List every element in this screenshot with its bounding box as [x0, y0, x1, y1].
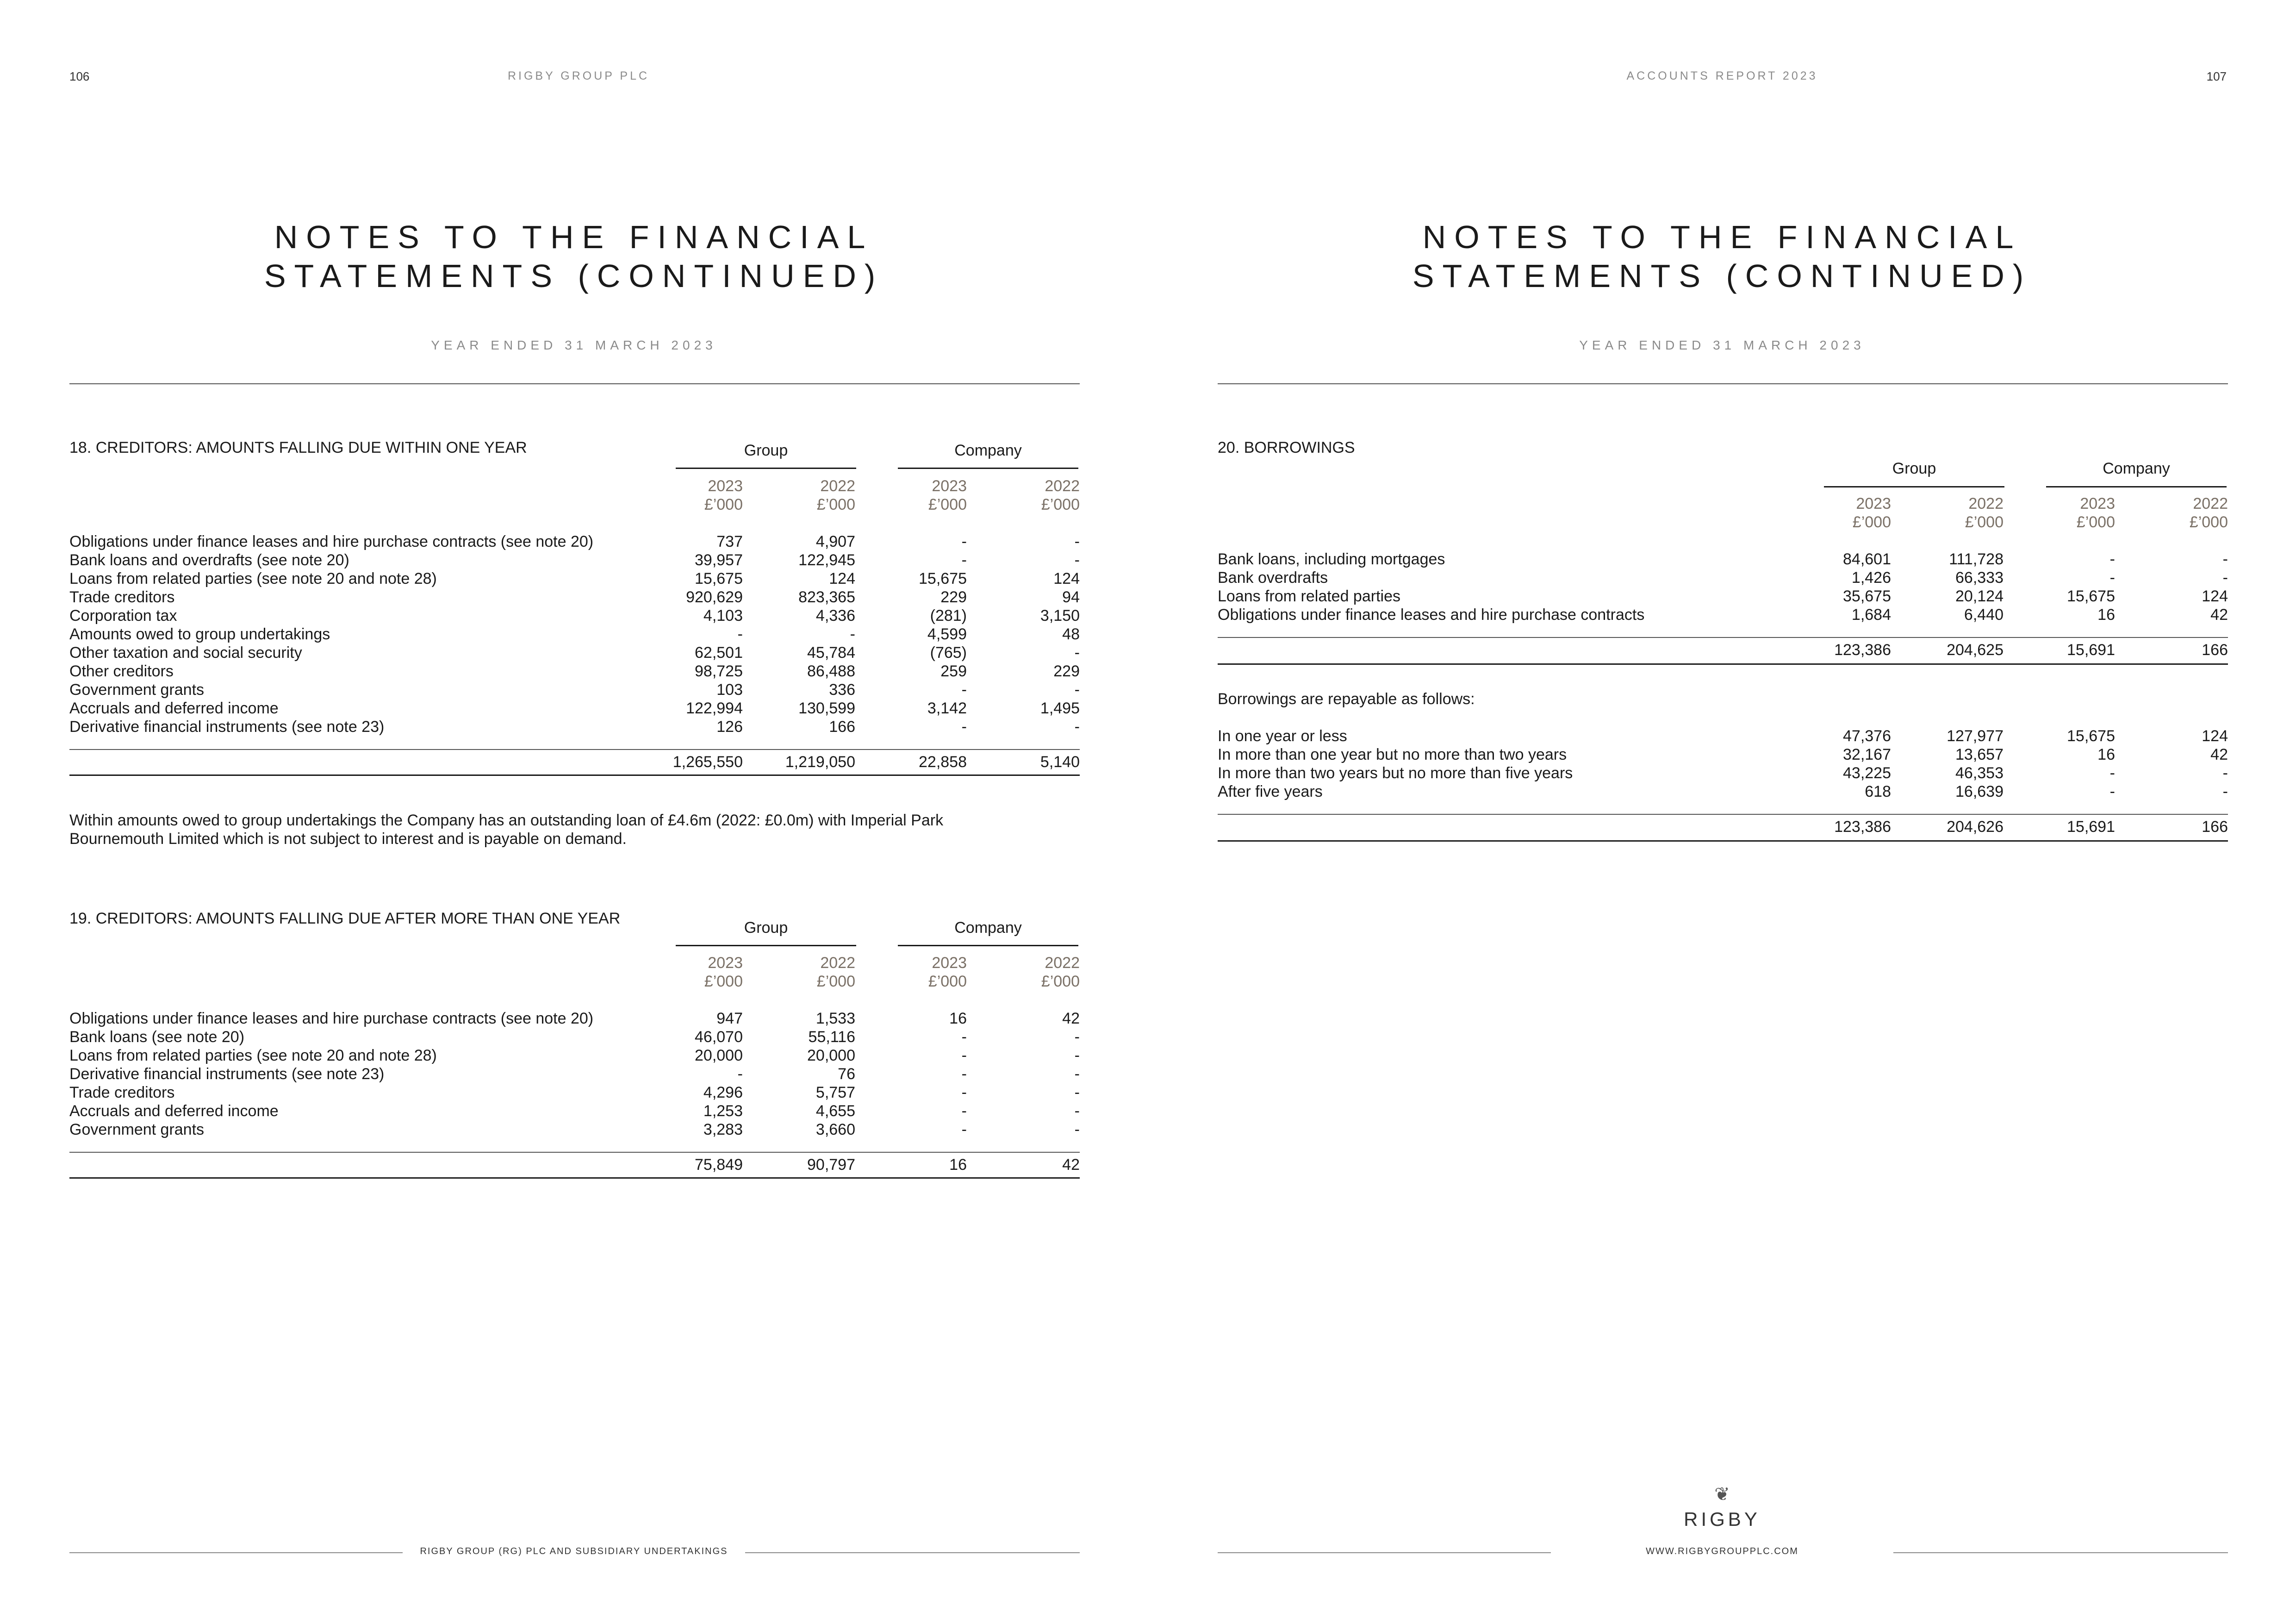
row-value: 920,629	[686, 588, 743, 606]
row-value: -	[961, 1028, 967, 1046]
row-value: 126	[716, 718, 743, 736]
row-label: Accruals and deferred income	[69, 700, 279, 717]
total-value: 123,386	[1834, 818, 1891, 836]
row-value: (765)	[930, 644, 967, 662]
table-row	[69, 1102, 1080, 1120]
rigby-crest-icon: ❦	[1714, 1484, 1730, 1505]
row-value: -	[1074, 551, 1080, 569]
row-value: 98,725	[695, 662, 743, 680]
table-row	[69, 1009, 1080, 1028]
row-value: -	[961, 1121, 967, 1138]
total-rule-top	[69, 1152, 1080, 1153]
row-label: In one year or less	[1218, 727, 1347, 745]
column-header	[1771, 494, 1891, 531]
row-value: 43,225	[1843, 764, 1891, 782]
column-header	[622, 954, 743, 991]
footer-rule-left	[1218, 1552, 1551, 1553]
total-value: 204,625	[1947, 641, 2004, 659]
row-value: 4,336	[815, 607, 855, 625]
table-row	[69, 662, 1080, 681]
table-row	[69, 1046, 1080, 1065]
row-label: Obligations under finance leases and hire purchase contracts	[1218, 606, 1645, 624]
total-rule-top	[69, 749, 1080, 750]
column-unit: £’000	[2076, 513, 2115, 531]
column-unit: £’000	[928, 973, 967, 990]
logo-wordmark: RIGBY	[1684, 1508, 1761, 1530]
row-value: 4,296	[703, 1084, 743, 1101]
row-label: Accruals and deferred income	[69, 1102, 279, 1120]
total-row	[1218, 818, 2228, 836]
table-row	[69, 1065, 1080, 1083]
column-header	[2108, 494, 2228, 531]
table-row	[1218, 587, 2228, 606]
row-label: Loans from related parties (see note 20 and note 28)	[69, 570, 437, 587]
column-year: 2023	[708, 477, 743, 495]
note20-group-rule	[1824, 486, 2004, 487]
column-unit: £’000	[1965, 513, 2004, 531]
row-label: After five years	[1218, 783, 1323, 800]
row-value: 35,675	[1843, 587, 1891, 605]
total-value: 42	[1062, 1156, 1080, 1174]
table-row	[69, 681, 1080, 699]
row-value: -	[1074, 1065, 1080, 1083]
column-header	[1883, 494, 2004, 531]
total-rule-bottom	[69, 1177, 1080, 1179]
row-value: 55,116	[808, 1028, 855, 1046]
row-value: 20,124	[1955, 587, 2004, 605]
row-value: 823,365	[798, 588, 855, 606]
total-row	[1218, 641, 2228, 659]
row-value: 16	[2097, 746, 2115, 763]
row-value: 42	[1062, 1010, 1080, 1027]
note19-title: 19. CREDITORS: AMOUNTS FALLING DUE AFTER MORE THAN ONE YEAR	[69, 910, 621, 927]
column-year: 2022	[2193, 495, 2228, 512]
note20-company-rule	[2046, 486, 2227, 487]
row-value: 618	[1865, 783, 1891, 800]
table-row	[69, 1083, 1080, 1102]
row-value: 46,070	[695, 1028, 743, 1046]
row-value: 5,757	[815, 1084, 855, 1101]
row-value: 124	[2202, 587, 2228, 605]
table-row	[69, 588, 1080, 606]
row-value: -	[961, 1084, 967, 1101]
total-value: 1,265,550	[672, 753, 743, 771]
running-header: RIGBY GROUP PLC	[507, 69, 650, 82]
title-line-1: NOTES TO THE FINANCIAL	[274, 219, 874, 255]
column-year: 2022	[1045, 954, 1080, 972]
page-number: 107	[2206, 69, 2227, 83]
row-value: -	[2222, 569, 2228, 587]
row-value: 42	[2210, 606, 2228, 624]
row-value: 103	[716, 681, 743, 699]
row-value: -	[961, 1047, 967, 1064]
total-value: 5,140	[1040, 753, 1080, 771]
column-header	[1995, 494, 2115, 531]
table-row	[1218, 745, 2228, 764]
total-value: 204,626	[1947, 818, 2004, 836]
total-value: 16	[949, 1156, 967, 1174]
row-value: 3,283	[703, 1121, 743, 1138]
row-value: -	[2109, 550, 2115, 568]
row-value: 259	[940, 662, 967, 680]
row-label: Government grants	[69, 1121, 205, 1138]
row-label: Derivative financial instruments (see note 23)	[69, 1065, 385, 1083]
row-value: 45,784	[807, 644, 855, 662]
row-value: 336	[829, 681, 855, 699]
page-subtitle: YEAR ENDED 31 MARCH 2023	[431, 338, 717, 352]
table-row	[1218, 550, 2228, 568]
row-value: 4,599	[927, 625, 967, 643]
note18-explanation	[69, 811, 1088, 848]
row-value: -	[1074, 1121, 1080, 1138]
row-value: 124	[829, 570, 855, 587]
row-value: 42	[2210, 746, 2228, 763]
row-value: 127,977	[1947, 727, 2004, 745]
row-label: Amounts owed to group undertakings	[69, 625, 330, 643]
column-header	[735, 954, 855, 991]
row-label: Trade creditors	[69, 588, 175, 606]
row-value: 16	[949, 1010, 967, 1027]
row-value: -	[961, 533, 967, 550]
row-value: 47,376	[1843, 727, 1891, 745]
row-value: (281)	[930, 607, 967, 625]
column-unit: £’000	[2189, 513, 2228, 531]
row-label: Bank overdrafts	[1218, 569, 1328, 587]
row-value: -	[961, 681, 967, 699]
footer-text: WWW.RIGBYGROUPPLC.COM	[1646, 1546, 1798, 1556]
table-row	[69, 1028, 1080, 1046]
row-value: 4,907	[815, 533, 855, 550]
table-row	[69, 699, 1080, 718]
row-value: 48	[1062, 625, 1080, 643]
note18-company-label: Company	[954, 442, 1022, 459]
table-row	[1218, 727, 2228, 745]
row-value: 4,655	[815, 1102, 855, 1120]
total-value: 90,797	[807, 1156, 855, 1174]
title-line-1: NOTES TO THE FINANCIAL	[1422, 219, 2022, 255]
note18-group-rule	[676, 468, 856, 469]
row-value: 229	[940, 588, 967, 606]
column-year: 2022	[820, 954, 855, 972]
total-rule-top	[1218, 814, 2228, 815]
row-value: 1,495	[1040, 700, 1080, 717]
total-value: 15,691	[2067, 641, 2115, 659]
row-label: Other creditors	[69, 662, 174, 680]
row-value: 39,957	[695, 551, 743, 569]
table-row	[1218, 782, 2228, 801]
note19-group-rule	[676, 945, 856, 946]
row-value: 166	[829, 718, 855, 736]
column-header	[959, 477, 1080, 514]
row-value: -	[1074, 1028, 1080, 1046]
row-value: 13,657	[1955, 746, 2004, 763]
row-label: Bank loans, including mortgages	[1218, 550, 1445, 568]
row-value: 3,142	[927, 700, 967, 717]
row-value: 122,994	[686, 700, 743, 717]
total-value: 15,691	[2067, 818, 2115, 836]
row-value: 1,533	[815, 1010, 855, 1027]
column-unit: £’000	[704, 973, 743, 990]
row-value: -	[961, 551, 967, 569]
row-value: 1,253	[703, 1102, 743, 1120]
row-value: 16,639	[1955, 783, 2004, 800]
row-value: 124	[2202, 727, 2228, 745]
row-value: -	[1074, 681, 1080, 699]
total-value: 75,849	[695, 1156, 743, 1174]
row-value: 32,167	[1843, 746, 1891, 763]
total-row	[69, 753, 1080, 771]
row-value: 3,660	[815, 1121, 855, 1138]
column-year: 2023	[1856, 495, 1891, 512]
row-value: 16	[2097, 606, 2115, 624]
page-number: 106	[69, 69, 90, 83]
row-value: -	[2222, 783, 2228, 800]
column-year: 2023	[932, 477, 967, 495]
row-value: -	[961, 1102, 967, 1120]
note18-group-label: Group	[744, 442, 788, 459]
row-value: 94	[1062, 588, 1080, 606]
column-unit: £’000	[704, 496, 743, 513]
note19-group-label: Group	[744, 919, 788, 937]
table-row	[69, 643, 1080, 662]
row-label: In more than two years but no more than five years	[1218, 764, 1573, 782]
column-year: 2022	[1968, 495, 2004, 512]
row-value: -	[1074, 1047, 1080, 1064]
column-year: 2023	[2080, 495, 2115, 512]
row-label: Bank loans (see note 20)	[69, 1028, 245, 1046]
right-page	[1148, 0, 2296, 1624]
table-row	[69, 569, 1080, 588]
total-value: 1,219,050	[785, 753, 855, 771]
row-label: Trade creditors	[69, 1084, 175, 1101]
row-value: 122,945	[798, 551, 855, 569]
row-value: -	[1074, 644, 1080, 662]
total-rule-bottom	[1218, 663, 2228, 665]
total-value: 166	[2202, 818, 2228, 836]
column-year: 2022	[820, 477, 855, 495]
row-label: In more than one year but no more than two years	[1218, 746, 1567, 763]
row-value: 130,599	[798, 700, 855, 717]
row-value: 62,501	[695, 644, 743, 662]
row-label: Obligations under finance leases and hire purchase contracts (see note 20)	[69, 533, 594, 550]
row-value: 86,488	[807, 662, 855, 680]
row-value: -	[1074, 718, 1080, 736]
note20-repay-heading: Borrowings are repayable as follows:	[1218, 690, 1475, 708]
row-value: -	[961, 718, 967, 736]
column-year: 2023	[932, 954, 967, 972]
row-value: 1,684	[1851, 606, 1891, 624]
note19-company-label: Company	[954, 919, 1022, 937]
column-year: 2023	[708, 954, 743, 972]
table-row	[1218, 568, 2228, 587]
row-label: Other taxation and social security	[69, 644, 302, 662]
row-label: Loans from related parties (see note 20 and note 28)	[69, 1047, 437, 1064]
column-unit: £’000	[928, 496, 967, 513]
row-value: 20,000	[807, 1047, 855, 1064]
header-rule	[1218, 383, 2228, 384]
column-header	[846, 477, 967, 514]
row-label: Government grants	[69, 681, 205, 699]
title-line-2: STATEMENTS (CONTINUED)	[1412, 258, 2032, 294]
footer-rule-right	[745, 1552, 1080, 1553]
table-row	[1218, 606, 2228, 624]
row-value: 229	[1053, 662, 1080, 680]
total-rule-bottom	[1218, 840, 2228, 842]
column-unit: £’000	[816, 496, 855, 513]
total-value: 22,858	[919, 753, 967, 771]
table-row	[69, 532, 1080, 551]
row-value: -	[2109, 783, 2115, 800]
row-label: Corporation tax	[69, 607, 177, 625]
total-row	[69, 1156, 1080, 1174]
column-header	[959, 954, 1080, 991]
row-label: Loans from related parties	[1218, 587, 1400, 605]
row-value: 66,333	[1955, 569, 2004, 587]
row-value: -	[2109, 569, 2115, 587]
column-unit: £’000	[1041, 973, 1080, 990]
note18-company-rule	[898, 468, 1078, 469]
row-value: -	[2222, 764, 2228, 782]
footer-rule-right	[1893, 1552, 2228, 1553]
row-value: 46,353	[1955, 764, 2004, 782]
column-header	[622, 477, 743, 514]
row-value: -	[850, 625, 855, 643]
total-rule-top	[1218, 637, 2228, 638]
note20-group-label: Group	[1892, 460, 1936, 477]
row-value: 20,000	[695, 1047, 743, 1064]
note18-explanation-line-2: Bournemouth Limited which is not subject to interest and is payable on demand.	[69, 830, 627, 848]
header-rule	[69, 383, 1080, 384]
column-unit: £’000	[1041, 496, 1080, 513]
row-value: 124	[1053, 570, 1080, 587]
row-label: Bank loans and overdrafts (see note 20)	[69, 551, 349, 569]
row-value: -	[1074, 1084, 1080, 1101]
row-value: -	[2222, 550, 2228, 568]
column-year: 2022	[1045, 477, 1080, 495]
table-row	[69, 551, 1080, 569]
note19-company-rule	[898, 945, 1078, 946]
page-title	[69, 218, 1078, 295]
row-label: Derivative financial instruments (see note 23)	[69, 718, 385, 736]
row-value: -	[737, 1065, 743, 1083]
column-header	[846, 954, 967, 991]
page-subtitle: YEAR ENDED 31 MARCH 2023	[1579, 338, 1865, 352]
row-value: -	[961, 1065, 967, 1083]
row-value: -	[2109, 764, 2115, 782]
row-value: 15,675	[695, 570, 743, 587]
table-row	[1218, 764, 2228, 782]
total-value: 123,386	[1834, 641, 1891, 659]
row-value: 111,728	[1949, 550, 2004, 568]
table-row	[69, 718, 1080, 736]
row-value: -	[1074, 533, 1080, 550]
row-value: 84,601	[1843, 550, 1891, 568]
page-title	[1218, 218, 2227, 295]
table-row	[69, 625, 1080, 643]
running-header: ACCOUNTS REPORT 2023	[1626, 69, 1818, 82]
row-value: 1,426	[1851, 569, 1891, 587]
column-unit: £’000	[816, 973, 855, 990]
title-line-2: STATEMENTS (CONTINUED)	[264, 258, 884, 294]
row-value: 15,675	[2067, 587, 2115, 605]
note18-title: 18. CREDITORS: AMOUNTS FALLING DUE WITHIN ONE YEAR	[69, 439, 527, 456]
column-unit: £’000	[1852, 513, 1891, 531]
row-value: 4,103	[703, 607, 743, 625]
footer-rule-left	[69, 1552, 403, 1553]
total-value: 166	[2202, 641, 2228, 659]
table-row	[69, 1120, 1080, 1139]
total-rule-bottom	[69, 775, 1080, 776]
row-value: 6,440	[1964, 606, 2004, 624]
row-value: 76	[838, 1065, 855, 1083]
row-value: 15,675	[2067, 727, 2115, 745]
row-value: 737	[716, 533, 743, 550]
row-value: -	[1074, 1102, 1080, 1120]
row-value: 15,675	[919, 570, 967, 587]
note20-company-label: Company	[2103, 460, 2170, 477]
column-header	[735, 477, 855, 514]
row-value: 3,150	[1040, 607, 1080, 625]
row-value: 947	[716, 1010, 743, 1027]
note18-explanation-line-1: Within amounts owed to group undertakings the Company has an outstanding loan of £4.6m (2022: £0.0m) with Imperial Park	[69, 812, 944, 829]
table-row	[69, 606, 1080, 625]
row-label: Obligations under finance leases and hire purchase contracts (see note 20)	[69, 1010, 594, 1027]
footer-text: RIGBY GROUP (RG) PLC AND SUBSIDIARY UNDERTAKINGS	[420, 1546, 728, 1556]
note20-title: 20. BORROWINGS	[1218, 439, 1355, 456]
row-value: -	[737, 625, 743, 643]
